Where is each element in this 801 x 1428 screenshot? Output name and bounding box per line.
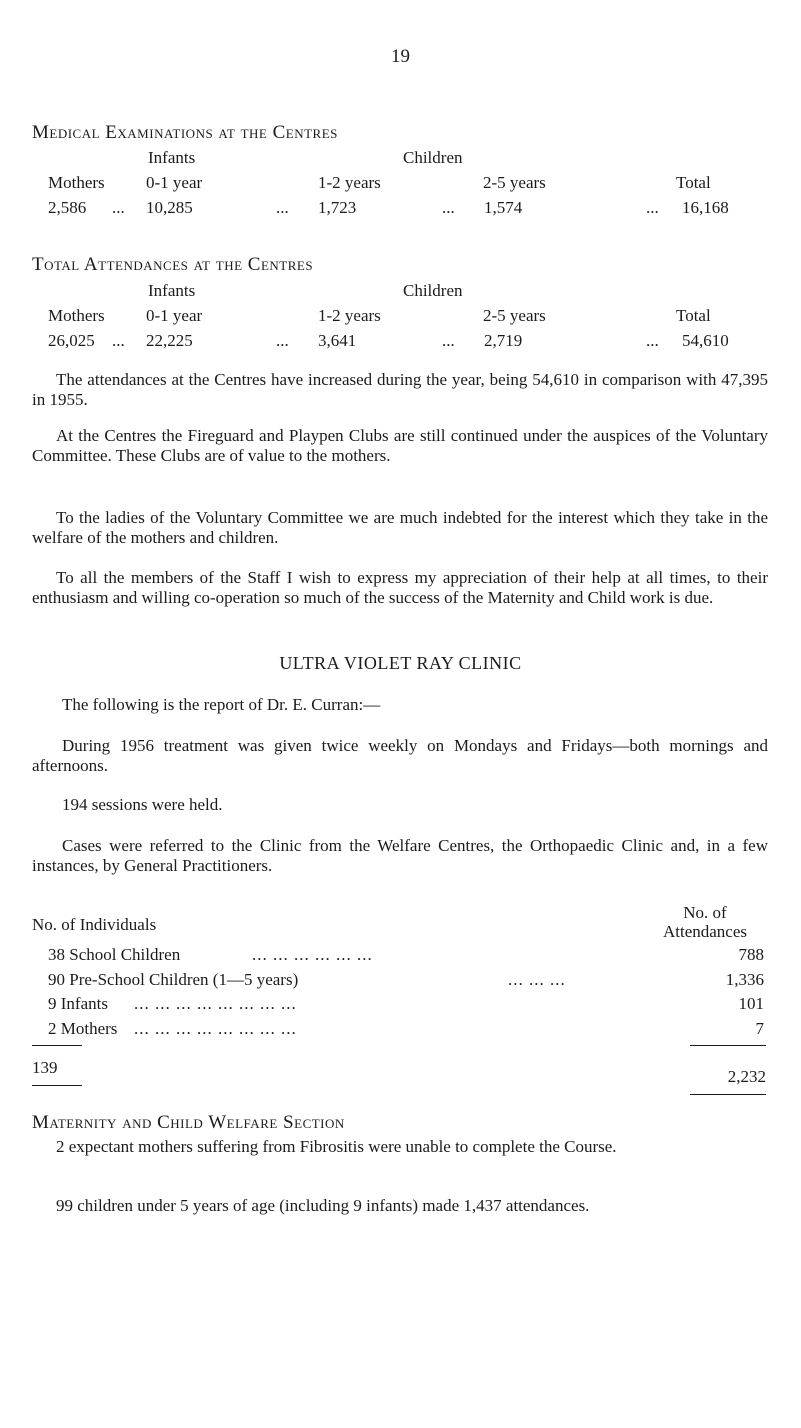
value-2-5-years: 2,719 xyxy=(484,331,523,350)
header-2-5-years: 2-5 years xyxy=(483,173,546,192)
uv-clinic-intro: The following is the report of Dr. E. Curran:— xyxy=(62,695,381,714)
uv-clinic-sessions: 194 sessions were held. xyxy=(62,795,223,814)
value-total: 16,168 xyxy=(682,198,729,217)
header-2-5-years: 2-5 years xyxy=(483,306,546,325)
table-row-value: 7 xyxy=(755,1019,764,1038)
table-row-leader: ... ... ... ... ... ... xyxy=(252,945,373,964)
paragraph-fibrositis: 2 expectant mothers suffering from Fibrositis were unable to complete the Course. xyxy=(56,1137,617,1156)
paragraph-children-attendances: 99 children under 5 years of age (including 9 infants) made 1,437 attendances. xyxy=(56,1196,590,1215)
column-header-attendances-line2: Attendances xyxy=(662,922,748,941)
paragraph-staff: To all the members of the Staff I wish to express my appreciation of their help at all times, to their enthusiasm and willing co-operation so much of the success of the Maternity and Child work is due. xyxy=(32,568,768,608)
paragraph-attendances: The attendances at the Centres have increased during the year, being 54,610 in comparison with 47,395 in 1955. xyxy=(32,370,768,410)
group-children: Children xyxy=(403,148,463,167)
header-total: Total xyxy=(676,173,711,192)
table-row-label: 38 School Children xyxy=(48,945,181,964)
header-1-2-years: 1-2 years xyxy=(318,173,381,192)
table-row-value: 101 xyxy=(738,994,764,1013)
table-row-leader: ... ... ... ... ... ... ... ... xyxy=(134,1019,297,1038)
header-mothers: Mothers xyxy=(48,173,105,192)
table-row-value: 1,336 xyxy=(725,970,764,989)
value-0-1-year: 10,285 xyxy=(146,198,193,217)
group-infants: Infants xyxy=(148,281,196,300)
table-row-value: 788 xyxy=(738,945,764,964)
header-total: Total xyxy=(676,306,711,325)
total-attendances: 2,232 xyxy=(727,1067,766,1086)
value-1-2-years: 3,641 xyxy=(318,331,357,350)
paragraph-clubs: At the Centres the Fireguard and Playpen Clubs are still continued under the auspices of the Voluntary Committee. These Clubs are of value to the mothers. xyxy=(32,426,768,466)
header-mothers: Mothers xyxy=(48,306,105,325)
page-number: 19 xyxy=(391,46,410,67)
header-0-1-year: 0-1 year xyxy=(146,306,203,325)
uv-clinic-schedule: During 1956 treatment was given twice weekly on Mondays and Fridays—both mornings and afternoons. xyxy=(32,736,768,776)
divider-rule xyxy=(690,1094,766,1095)
uv-clinic-heading: ULTRA VIOLET RAY CLINIC xyxy=(279,653,522,673)
table-row-leader: ... ... ... ... ... ... ... ... xyxy=(134,994,297,1013)
table-row-label: 90 Pre-School Children (1—5 years) xyxy=(48,970,299,989)
section-title: Total Attendances at the Centres xyxy=(32,254,314,275)
divider-rule xyxy=(690,1045,766,1046)
header-1-2-years: 1-2 years xyxy=(318,306,381,325)
table-row-leader: ... ... ... xyxy=(508,970,566,989)
paragraph-voluntary-committee: To the ladies of the Voluntary Committee we are much indebted for the interest which they take in the welfare of the mothers and children. xyxy=(32,508,768,548)
group-infants: Infants xyxy=(148,148,196,167)
header-0-1-year: 0-1 year xyxy=(146,173,203,192)
value-mothers: 2,586 xyxy=(48,198,87,217)
section-title: Medical Examinations at the Centres xyxy=(32,122,338,143)
value-2-5-years: 1,574 xyxy=(484,198,523,217)
uv-clinic-referrals: Cases were referred to the Clinic from the Welfare Centres, the Orthopaedic Clinic and, in a few instances, by General Practitioners. xyxy=(32,836,768,876)
column-header-individuals: No. of Individuals xyxy=(32,915,157,934)
divider-rule xyxy=(32,1045,82,1046)
value-total: 54,610 xyxy=(682,331,729,350)
maternity-section-title: Maternity and Child Welfare Section xyxy=(32,1112,345,1133)
group-children: Children xyxy=(403,281,463,300)
total-individuals: 139 xyxy=(32,1058,58,1077)
divider-rule xyxy=(32,1085,82,1086)
value-mothers: 26,025 xyxy=(48,331,95,350)
column-header-attendances-line1: No. of xyxy=(683,903,727,922)
table-row-label: 2 Mothers xyxy=(48,1019,118,1038)
value-1-2-years: 1,723 xyxy=(318,198,357,217)
value-0-1-year: 22,225 xyxy=(146,331,193,350)
table-row-label: 9 Infants xyxy=(48,994,108,1013)
